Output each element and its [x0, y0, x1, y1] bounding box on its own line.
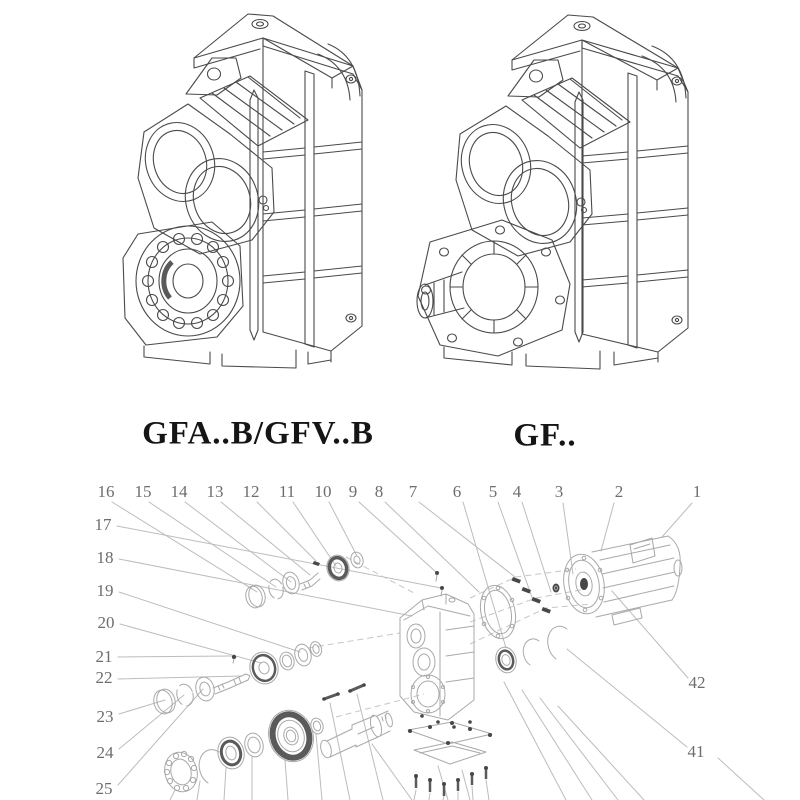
callout-19: 19	[96, 581, 114, 600]
callout-21: 21	[95, 647, 113, 666]
callout-12: 12	[242, 482, 260, 501]
callout-24: 24	[96, 743, 114, 762]
callout-11: 11	[278, 482, 296, 501]
callout-25: 25	[95, 779, 113, 798]
callout-9: 9	[348, 482, 358, 501]
callout-14: 14	[170, 482, 188, 501]
exploded-view	[80, 470, 760, 800]
callout-8: 8	[374, 482, 384, 501]
callout-15: 15	[134, 482, 152, 501]
gfab-body	[123, 14, 362, 368]
model-label-gfab: GFA..B/GFV..B	[142, 415, 374, 452]
callout-18: 18	[96, 548, 114, 567]
callout-5: 5	[488, 482, 498, 501]
callout-41: 41	[687, 742, 705, 761]
gf-body	[417, 15, 688, 369]
output-gear	[262, 704, 320, 767]
output-shaft	[319, 711, 394, 759]
callout-42: 42	[688, 673, 706, 692]
callout-22: 22	[95, 668, 113, 687]
callout-3: 3	[554, 482, 564, 501]
callout-16: 16	[97, 482, 115, 501]
housing	[400, 571, 474, 720]
callout-4: 4	[512, 482, 522, 501]
base-plate-assembly	[408, 714, 492, 796]
motor	[559, 536, 682, 625]
gfab-bearing	[136, 226, 240, 336]
gearbox-drawing-gf	[400, 0, 720, 390]
callout-20: 20	[97, 613, 115, 632]
callout-17: 17	[94, 515, 112, 534]
callout-1: 1	[692, 482, 702, 501]
model-label-gf: GF..	[513, 417, 577, 454]
callout-23: 23	[96, 707, 114, 726]
leader-lines	[112, 502, 764, 800]
callout-10: 10	[314, 482, 332, 501]
callout-13: 13	[206, 482, 224, 501]
gearbox-drawing-gfab	[100, 0, 400, 390]
callout-2: 2	[614, 482, 624, 501]
assembly-axes	[308, 557, 592, 717]
callout-7: 7	[408, 482, 418, 501]
callout-6: 6	[452, 482, 462, 501]
